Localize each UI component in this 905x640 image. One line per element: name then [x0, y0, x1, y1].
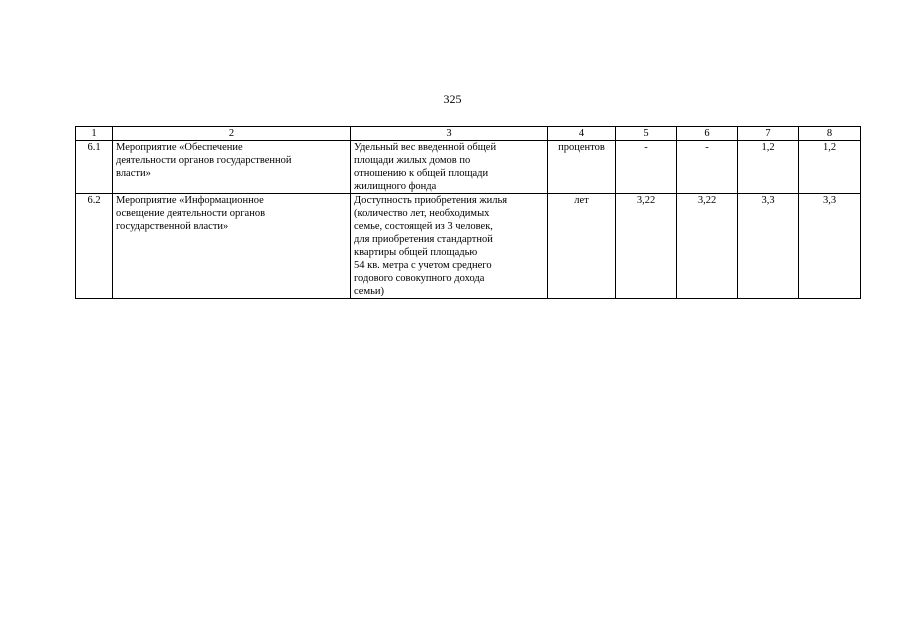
text-line: (количество лет, необходимых	[354, 208, 490, 219]
header-col-7: 7	[738, 127, 799, 141]
text-line: деятельности органов государственной	[116, 155, 292, 166]
header-col-5: 5	[616, 127, 677, 141]
indicator-cell	[351, 141, 548, 194]
indicators-table	[75, 126, 861, 299]
text-line: Удельный вес введенной общей	[354, 142, 497, 153]
indicator-cell	[351, 194, 548, 299]
value-col-7: 3,3	[738, 194, 799, 299]
unit-cell: лет	[548, 194, 616, 299]
value-col-6: 3,22	[677, 194, 738, 299]
header-col-2: 2	[113, 127, 351, 141]
header-col-8: 8	[799, 127, 861, 141]
text-line: Мероприятие «Обеспечение	[116, 142, 243, 153]
text-line: квартиры общей площадью	[354, 247, 478, 258]
value-col-6: -	[677, 141, 738, 194]
text-line: семье, состоящей из 3 человек,	[354, 221, 493, 232]
header-row	[76, 127, 861, 141]
value-col-8: 3,3	[799, 194, 861, 299]
text-line: государственной власти»	[116, 221, 229, 232]
text-line: годового совокупного дохода	[354, 273, 485, 284]
text-line: Доступность приобретения жилья	[354, 195, 508, 206]
row-number: 6.1	[76, 141, 113, 194]
text-line: власти»	[116, 168, 151, 179]
event-cell	[113, 194, 351, 299]
row-number: 6.2	[76, 194, 113, 299]
text-line: семьи)	[354, 286, 384, 297]
value-col-8: 1,2	[799, 141, 861, 194]
text-line: площади жилых домов по	[354, 155, 471, 166]
table-row	[76, 141, 861, 194]
header-col-3: 3	[351, 127, 548, 141]
header-col-4: 4	[548, 127, 616, 141]
text-line: Мероприятие «Информационное	[116, 195, 264, 206]
text-line: жилищного фонда	[354, 181, 437, 192]
value-col-7: 1,2	[738, 141, 799, 194]
unit-cell: процентов	[548, 141, 616, 194]
header-col-1: 1	[76, 127, 113, 141]
text-line: освещение деятельности органов	[116, 208, 266, 219]
value-col-5: 3,22	[616, 194, 677, 299]
table-row	[76, 194, 861, 299]
page-number: 325	[443, 92, 462, 106]
value-col-5: -	[616, 141, 677, 194]
text-line: для приобретения стандартной	[354, 234, 493, 245]
header-col-6: 6	[677, 127, 738, 141]
text-line: отношению к общей площади	[354, 168, 489, 179]
text-line: 54 кв. метра с учетом среднего	[354, 260, 492, 271]
event-cell	[113, 141, 351, 194]
